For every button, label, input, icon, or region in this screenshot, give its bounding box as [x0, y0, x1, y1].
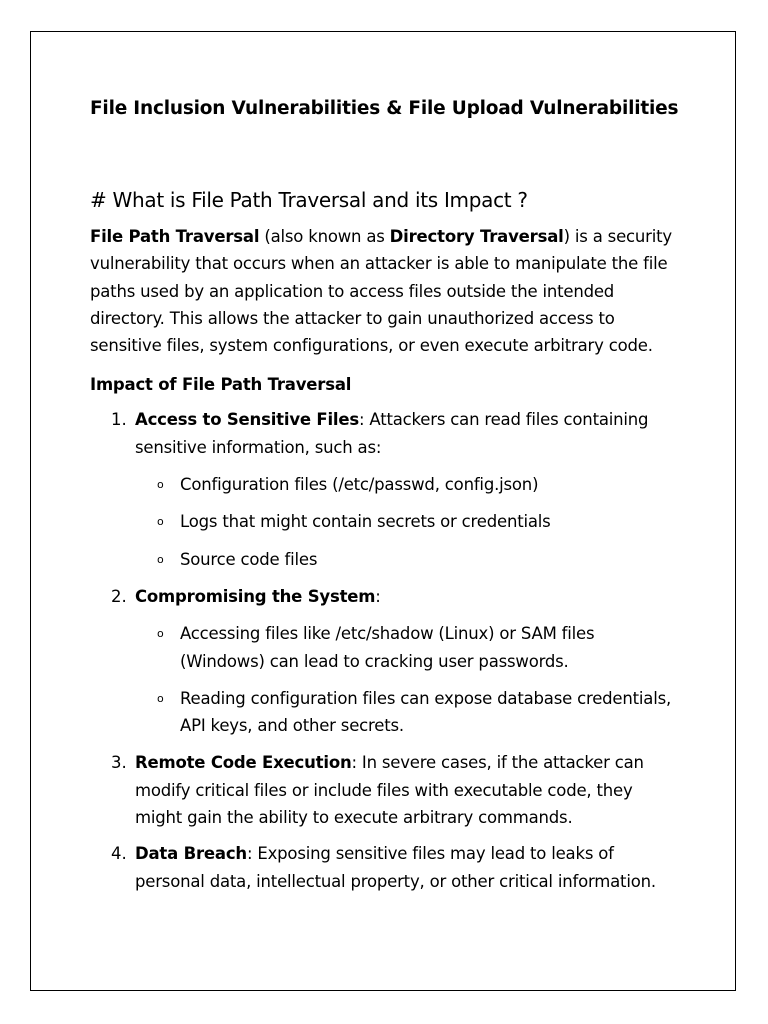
intro-text-1: (also known as	[259, 227, 390, 246]
list-item-term: Remote Code Execution	[135, 753, 352, 773]
list-item-number: 3.	[111, 753, 127, 773]
sub-list	[135, 620, 690, 739]
list-item-term: Data Breach	[135, 844, 247, 864]
impact-heading: Impact of File Path Traversal	[90, 375, 352, 395]
bullet-icon: o	[157, 478, 164, 492]
intro-paragraph	[90, 223, 680, 359]
bullet-icon: o	[157, 627, 164, 641]
sub-list-item-text: Configuration files (/etc/passwd, config.json)	[180, 475, 539, 495]
list-item-number: 1.	[111, 410, 127, 430]
list-item-number: 4.	[111, 844, 127, 864]
sub-list-item	[135, 471, 690, 498]
intro-term-file-path-traversal: File Path Traversal	[90, 227, 260, 246]
sub-list-item	[135, 546, 690, 573]
list-item-text	[135, 406, 680, 461]
sub-list-item	[135, 685, 690, 740]
list-item-description: :	[375, 586, 381, 606]
list-item	[90, 583, 690, 739]
bullet-icon: o	[157, 515, 164, 529]
sub-list-item-text: Source code files	[180, 549, 318, 569]
section-heading: # What is File Path Traversal and its Impact ?	[90, 188, 528, 212]
list-item-text	[135, 749, 680, 831]
intro-term-directory-traversal: Directory Traversal	[389, 227, 564, 246]
list-item	[90, 840, 690, 895]
list-item	[90, 749, 690, 831]
sub-list-item	[135, 620, 690, 675]
list-item-term: Access to Sensitive Files	[135, 410, 360, 430]
list-item-term: Compromising the System	[135, 586, 376, 606]
list-item-description: : In severe cases, if the attacker can modify critical files or include files with executable code, they might gain the ability to execute arbitrary commands.	[135, 753, 644, 828]
intro-text-2: ) is a security vulnerability that occurs when an attacker is able to manipulate the file paths used by an application to access files outside the intended directory. This allows the attacker to gain unauthorized access to sensitive files, system configurations, or even execute arbitrary code.	[90, 227, 672, 356]
bullet-icon: o	[157, 552, 164, 566]
sub-list-item	[135, 508, 690, 535]
list-item	[90, 406, 690, 572]
document-title: File Inclusion Vulnerabilities & File Upload Vulnerabilities	[90, 98, 679, 119]
document-content	[90, 94, 690, 904]
impact-list	[90, 406, 690, 894]
document-page	[30, 31, 736, 991]
sub-list-item-text: Logs that might contain secrets or credentials	[180, 512, 551, 532]
list-item-description: : Attackers can read files containing sensitive information, such as:	[135, 410, 649, 457]
bullet-icon: o	[157, 691, 164, 705]
list-item-text	[135, 583, 680, 610]
sub-list-item-text: Reading configuration files can expose database credentials, API keys, and other secrets.	[180, 688, 672, 736]
list-item-text	[135, 840, 680, 895]
list-item-number: 2.	[111, 586, 127, 606]
sub-list-item-text: Accessing files like /etc/shadow (Linux) or SAM files (Windows) can lead to cracking user passwords.	[180, 624, 595, 671]
list-item-description: : Exposing sensitive files may lead to leaks of personal data, intellectual property, or other critical information.	[135, 844, 656, 891]
sub-list	[135, 471, 690, 573]
